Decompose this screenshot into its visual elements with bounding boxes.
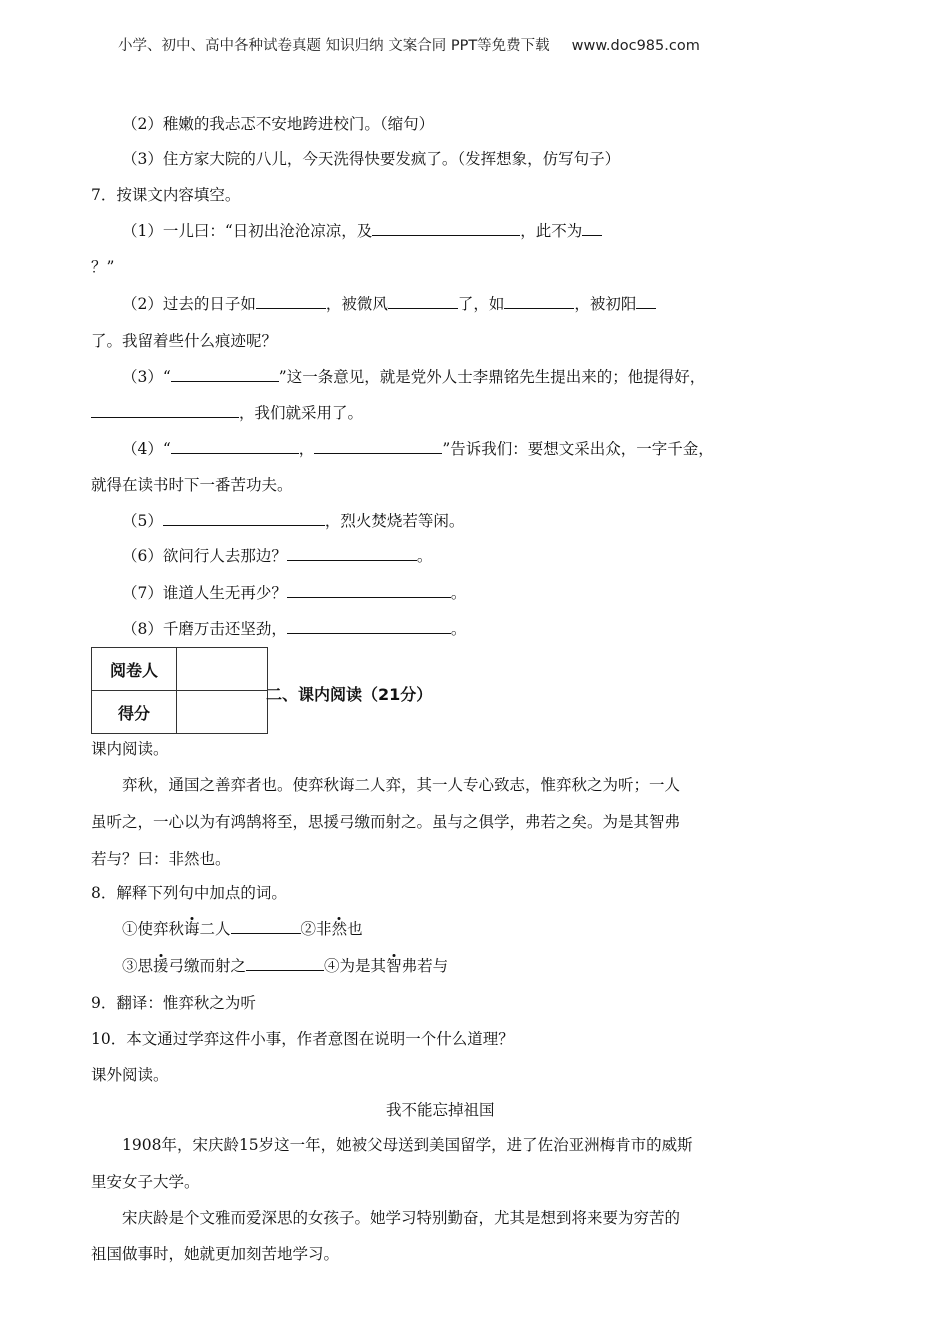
reviewer-label: 阅卷人 (92, 648, 177, 691)
q7-item-5 (122, 509, 464, 531)
answer-blank[interactable] (91, 403, 239, 418)
reading1-label: 课内阅读。 (91, 740, 169, 758)
reading1-line-3: 若与？曰：非然也。 (91, 850, 231, 868)
section-2-title: 二、课内阅读（21分） (266, 685, 433, 704)
q6-item-3: （3）住方家大院的八儿，今天洗得快要发疯了。（发挥想象，仿写句子） (122, 150, 621, 168)
q7-8-text-b: 。 (450, 620, 467, 638)
q7-title: 7．按课文内容填空。 (91, 186, 241, 204)
q7-item-1-cont: ？” (91, 258, 115, 276)
q7-3-text-c: ，我们就采用了。 (239, 404, 364, 422)
q8-a2-dotted: 然 (331, 920, 348, 938)
q7-7-text-b: 。 (450, 584, 467, 602)
q7-item-1 (122, 219, 602, 241)
answer-blank[interactable] (582, 221, 602, 236)
answer-blank[interactable] (504, 294, 574, 309)
q8-b2: ④为是其 (324, 957, 387, 975)
reading2-line-2: 里安女子大学。 (91, 1173, 200, 1191)
q7-item-3 (122, 365, 705, 387)
reading2-line-4: 祖国做事时，她就更加刻苦地学习。 (91, 1245, 340, 1263)
q7-2-text-c: 了，如 (457, 295, 505, 313)
reading1-line-1: 弈秋，通国之善弈者也。使弈秋诲二人弈，其一人专心致志，惟弈秋之为听；一人 (122, 776, 681, 794)
answer-blank[interactable] (388, 294, 458, 309)
q7-item-2 (122, 292, 656, 314)
q7-5-text-a: （5） (122, 512, 163, 530)
q8-title: 8．解释下列句中加点的词。 (91, 884, 287, 902)
q7-4-text-a: （4）“ (122, 440, 171, 458)
answer-blank[interactable] (246, 956, 324, 971)
q7-6-text-a: （6）欲问行人去那边？ (122, 547, 287, 565)
reading2-title: 我不能忘掉祖国 (386, 1101, 495, 1119)
q8-b1b: 弓缴而射之 (168, 957, 247, 975)
score-label: 得分 (92, 691, 177, 734)
q8-row-1 (122, 917, 363, 939)
q7-3-text-a: （3）“ (122, 368, 171, 386)
q7-item-4-cont: 就得在读书时下一番苦功夫。 (91, 476, 293, 494)
q8-b2-dotted: 智 (386, 957, 402, 975)
q7-8-text-a: （8）千磨万击还坚劲， (122, 620, 287, 638)
q8-b1-dotted: 援 (153, 957, 169, 975)
q8-a2: ②非 (300, 920, 332, 938)
q7-item-4 (122, 437, 714, 459)
q8-a1-dotted: 诲 (184, 920, 200, 938)
answer-blank[interactable] (287, 583, 451, 598)
q9: 9．翻译：惟弈秋之为听 (91, 994, 256, 1012)
header-site[interactable]: www.doc985.com (571, 38, 700, 54)
answer-blank[interactable] (287, 619, 451, 634)
q6-item-2: （2）稚嫩的我忐忑不安地跨进校门。（缩句） (122, 115, 435, 133)
q7-2-text-a: （2）过去的日子如 (122, 295, 256, 313)
q8-b2b: 弗若与 (401, 957, 449, 975)
answer-blank[interactable] (256, 294, 326, 309)
q8-a1: ①使弈秋 (122, 920, 185, 938)
q7-1-text-a: （1）一儿曰：“日初出沧沧凉凉，及 (122, 222, 373, 240)
q7-2-text-b: ，被微风 (325, 295, 388, 313)
q7-item-6 (122, 544, 432, 566)
q7-3-text-b: ”这一条意见，就是党外人士李鼎铭先生提出来的；他提得好， (278, 368, 706, 386)
score-table (91, 647, 268, 734)
q8-a1b: 二人 (199, 920, 231, 938)
score-cell[interactable] (177, 691, 268, 734)
q7-item-8 (122, 617, 466, 639)
answer-blank[interactable] (287, 546, 417, 561)
q7-1-text-b: ，此不为 (520, 222, 583, 240)
q7-item-3-cont (91, 401, 363, 423)
q7-item-2-cont: 了。我留着些什么痕迹呢？ (91, 332, 278, 350)
answer-blank[interactable] (171, 367, 279, 382)
q7-4-text-b: ， (298, 440, 315, 458)
reading1-line-2: 虽听之，一心以为有鸿鹄将至，思援弓缴而射之。虽与之俱学，弗若之矣。为是其智弗 (91, 813, 681, 831)
page-header (118, 34, 700, 55)
q8-b1: ③思 (122, 957, 154, 975)
reading2-line-1: 1908年，宋庆龄15岁这一年，她被父母送到美国留学，进了佐治亚洲梅肯市的威斯 (122, 1136, 693, 1154)
q7-7-text-a: （7）谁道人生无再少？ (122, 584, 287, 602)
q8-row-2 (122, 954, 448, 976)
q7-4-text-c: ”告诉我们：要想文采出众，一字千金， (442, 440, 714, 458)
answer-blank[interactable] (636, 294, 656, 309)
q7-item-7 (122, 581, 466, 603)
reviewer-cell[interactable] (177, 648, 268, 691)
q8-a2b: 也 (347, 920, 363, 938)
answer-blank[interactable] (163, 511, 325, 526)
answer-blank[interactable] (314, 439, 442, 454)
answer-blank[interactable] (231, 919, 301, 934)
header-text: 小学、初中、高中各种试卷真题 知识归纳 文案合同 PPT等免费下载 (118, 38, 550, 54)
q7-2-text-d: ，被初阳 (574, 295, 637, 313)
q7-6-text-b: 。 (416, 547, 433, 565)
reading2-label: 课外阅读。 (91, 1066, 169, 1084)
answer-blank[interactable] (372, 221, 520, 236)
q7-5-text-b: ，烈火焚烧若等闲。 (324, 512, 465, 530)
q10: 10．本文通过学弈这件小事，作者意图在说明一个什么道理？ (91, 1030, 514, 1048)
reading2-line-3: 宋庆龄是个文雅而爱深思的女孩子。她学习特别勤奋，尤其是想到将来要为穷苦的 (122, 1209, 681, 1227)
answer-blank[interactable] (171, 439, 299, 454)
